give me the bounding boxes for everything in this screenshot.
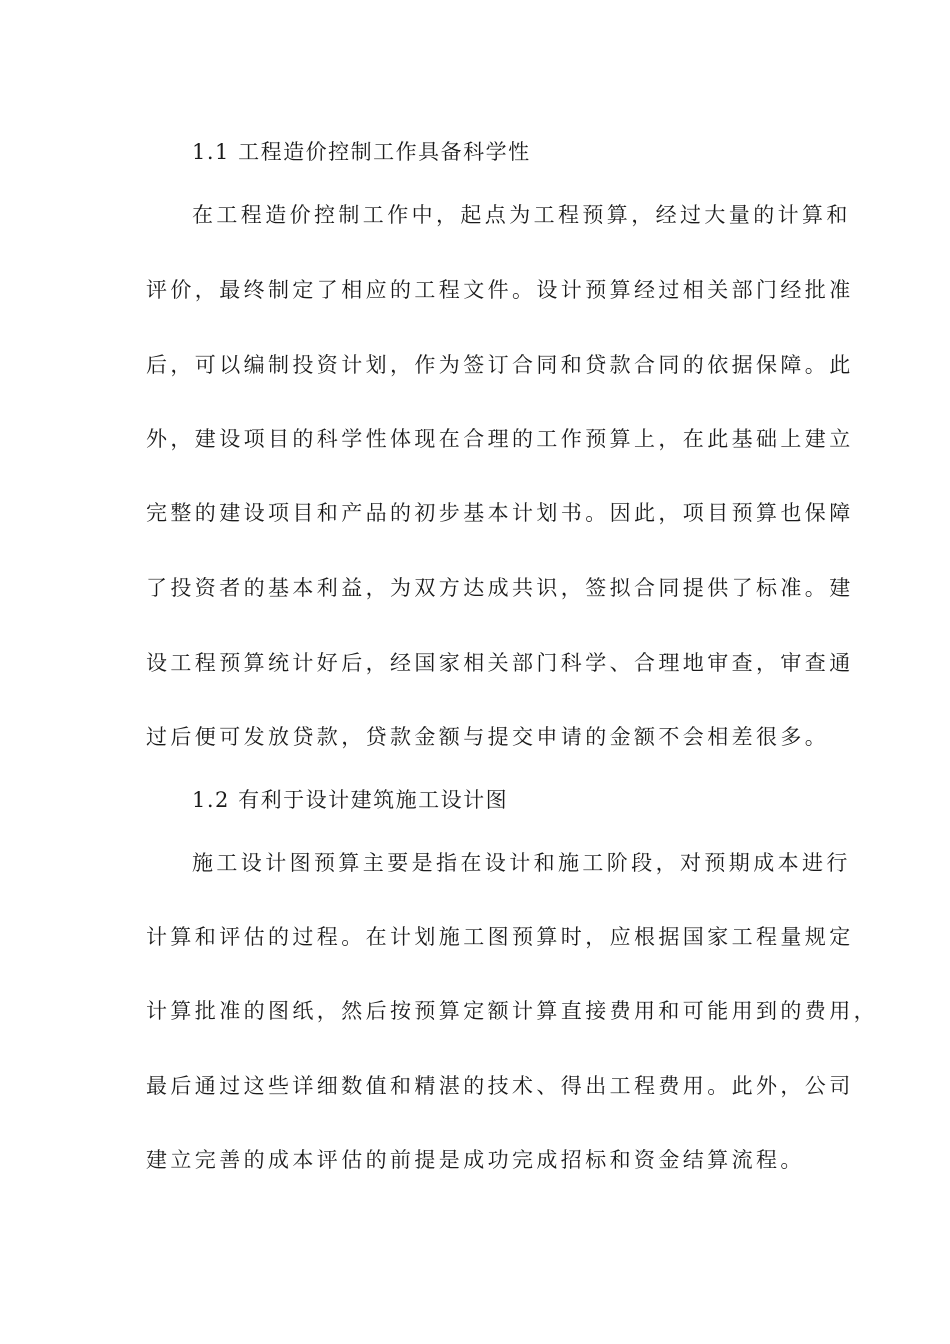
section-heading-1-2: 1.2 有利于设计建筑施工设计图 xyxy=(192,788,509,812)
paragraph-line: 施工设计图预算主要是指在设计和施工阶段，对预期成本进行 xyxy=(192,851,851,875)
paragraph-line: 设工程预算统计好后，经国家相关部门科学、合理地审查，审查通 xyxy=(146,651,854,675)
paragraph-line: 完整的建设项目和产品的初步基本计划书。因此，项目预算也保障 xyxy=(146,501,854,525)
paragraph-line: 计算和评估的过程。在计划施工图预算时，应根据国家工程量规定 xyxy=(146,925,854,949)
paragraph-line: 了投资者的基本利益，为双方达成共识，签拟合同提供了标准。建 xyxy=(146,576,854,600)
paragraph-line: 后，可以编制投资计划，作为签订合同和贷款合同的依据保障。此 xyxy=(146,353,854,377)
paragraph-line: 建立完善的成本评估的前提是成功完成招标和资金结算流程。 xyxy=(146,1148,805,1172)
paragraph-line: 最后通过这些详细数值和精湛的技术、得出工程费用。此外，公司 xyxy=(146,1074,854,1098)
paragraph-line: 评价，最终制定了相应的工程文件。设计预算经过相关部门经批准 xyxy=(146,278,854,302)
section-heading-1-1: 1.1 工程造价控制工作具备科学性 xyxy=(192,140,531,164)
paragraph-line: 计算批准的图纸，然后按预算定额计算直接费用和可能用到的费用， xyxy=(146,999,878,1023)
paragraph-line: 过后便可发放贷款，贷款金额与提交申请的金额不会相差很多。 xyxy=(146,725,830,749)
paragraph-line: 外，建设项目的科学性体现在合理的工作预算上，在此基础上建立 xyxy=(146,427,854,451)
paragraph-line: 在工程造价控制工作中，起点为工程预算，经过大量的计算和 xyxy=(192,203,851,227)
